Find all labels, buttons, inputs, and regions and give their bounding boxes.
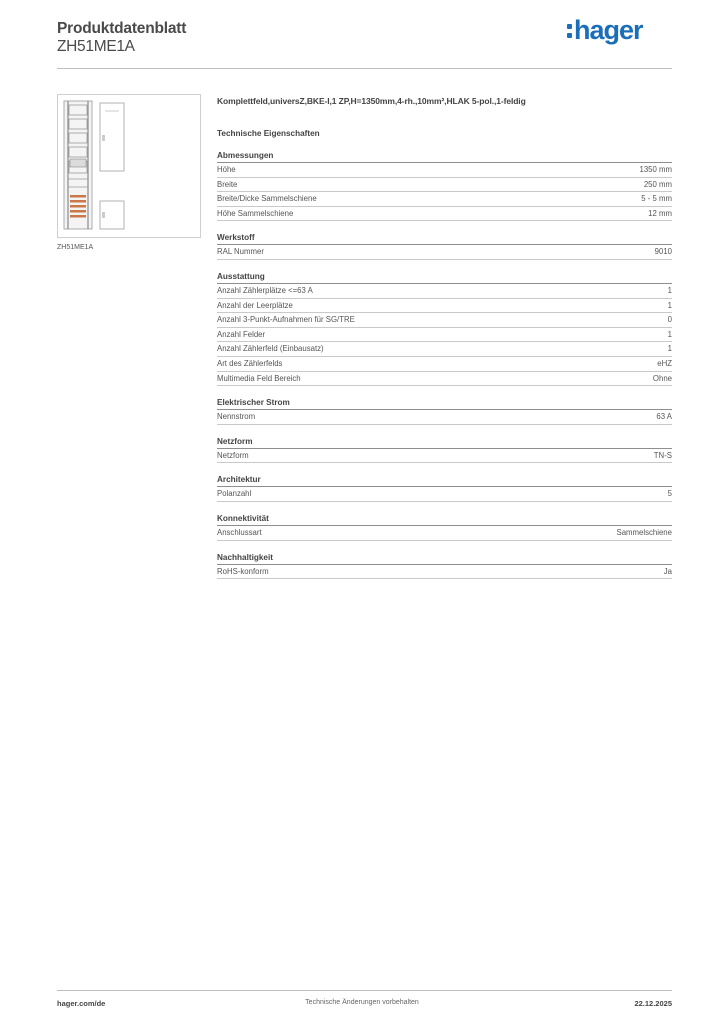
spec-label: Polanzahl [217,489,252,499]
spec-label: Art des Zählerfelds [217,358,283,368]
spec-label: Breite [217,179,238,189]
spec-value: 63 A [656,412,672,422]
spec-row [217,357,672,372]
spec-row [217,526,672,541]
logo-text: hager [574,15,643,45]
header-divider [57,68,672,69]
spec-group-title: Werkstoff [217,232,672,245]
spec-group-title: Elektrischer Strom [217,397,672,410]
spec-group-title: Abmessungen [217,150,672,163]
spec-value: eHZ [657,358,672,368]
spec-group-title: Konnektivität [217,513,672,526]
spec-value: Ohne [652,373,672,383]
spec-group [217,271,672,386]
group-spacer [217,541,672,552]
spec-group [217,397,672,425]
group-spacer [217,221,672,232]
spec-label: Multimedia Feld Bereich [217,373,301,383]
spec-value: 1 [667,285,672,295]
spec-row [217,342,672,357]
group-spacer [217,463,672,474]
spec-row [217,163,672,178]
spec-label: Breite/Dicke Sammelschiene [217,194,317,204]
spec-label: Nennstrom [217,412,256,422]
spec-value: 0 [667,315,672,325]
spec-value: 12 mm [648,208,672,218]
footer-date: 22.12.2025 [634,999,672,1008]
spec-label: Höhe [217,165,236,174]
spec-row [217,313,672,328]
spec-label: Anzahl der Leerplätze [217,300,293,310]
spec-label: Anschlussart [217,527,262,537]
spec-row [217,410,672,425]
spec-value: Ja [663,566,672,576]
product-illustration-icon [58,95,200,237]
spec-label: Anzahl Felder [217,329,266,339]
spec-label: Anzahl 3-Punkt-Aufnahmen für SG/TRE [217,315,355,325]
spec-row [217,207,672,222]
spec-value: 9010 [654,247,672,257]
page-title: Produktdatenblatt [57,20,187,37]
spec-row [217,299,672,314]
spec-value: 1 [667,329,672,339]
spec-row [217,192,672,207]
spec-row [217,487,672,502]
spec-value: TN-S [653,450,672,460]
spec-label: Anzahl Zählerplätze <=63 A [217,285,313,295]
spec-value: Sammelschiene [616,527,672,537]
technical-properties-title: Technische Eigenschaften [217,129,320,138]
spec-label: Netzform [217,450,249,460]
footer-notice: Technische Änderungen vorbehalten [305,999,419,1006]
spec-label: RoHS-konform [217,566,269,576]
spec-content [217,94,672,579]
spec-row [217,449,672,464]
product-code: ZH51ME1A [57,38,135,55]
spec-label: RAL Nummer [217,247,264,257]
spec-group [217,232,672,260]
spec-row [217,245,672,260]
group-spacer [217,502,672,513]
spec-group [217,552,672,580]
spec-group-title: Architektur [217,474,672,487]
group-spacer [217,425,672,436]
spec-value: 1 [667,300,672,310]
spec-value: 1350 mm [639,165,672,174]
spec-row [217,178,672,193]
spec-group-title: Netzform [217,436,672,449]
spec-row [217,565,672,580]
spec-group-title: Ausstattung [217,271,672,284]
group-spacer [217,386,672,397]
spec-group [217,436,672,464]
product-description: Komplettfeld,universZ,BKE-I,1 ZP,H=1350mm,4-rh.,10mm²,HLAK 5-pol.,1-feldig [217,96,526,106]
spec-value: 1 [667,344,672,354]
image-caption: ZH51ME1A [57,244,94,251]
spec-group [217,474,672,502]
logo-dots-icon [567,20,572,40]
spec-groups [217,150,672,579]
spec-group [217,150,672,221]
spec-group [217,513,672,541]
spec-value: 250 mm [643,179,672,189]
product-image [57,94,201,238]
spec-row [217,284,672,299]
spec-group-title: Nachhaltigkeit [217,552,672,565]
spec-value: 5 - 5 mm [641,194,672,204]
spec-row [217,372,672,387]
group-spacer [217,260,672,271]
spec-label: Anzahl Zählerfeld (Einbausatz) [217,344,324,354]
footer-website: hager.com/de [57,999,106,1008]
footer-divider [57,990,672,991]
spec-value: 5 [667,489,672,499]
hager-logo [567,15,643,46]
spec-row [217,328,672,343]
spec-label: Höhe Sammelschiene [217,208,294,218]
